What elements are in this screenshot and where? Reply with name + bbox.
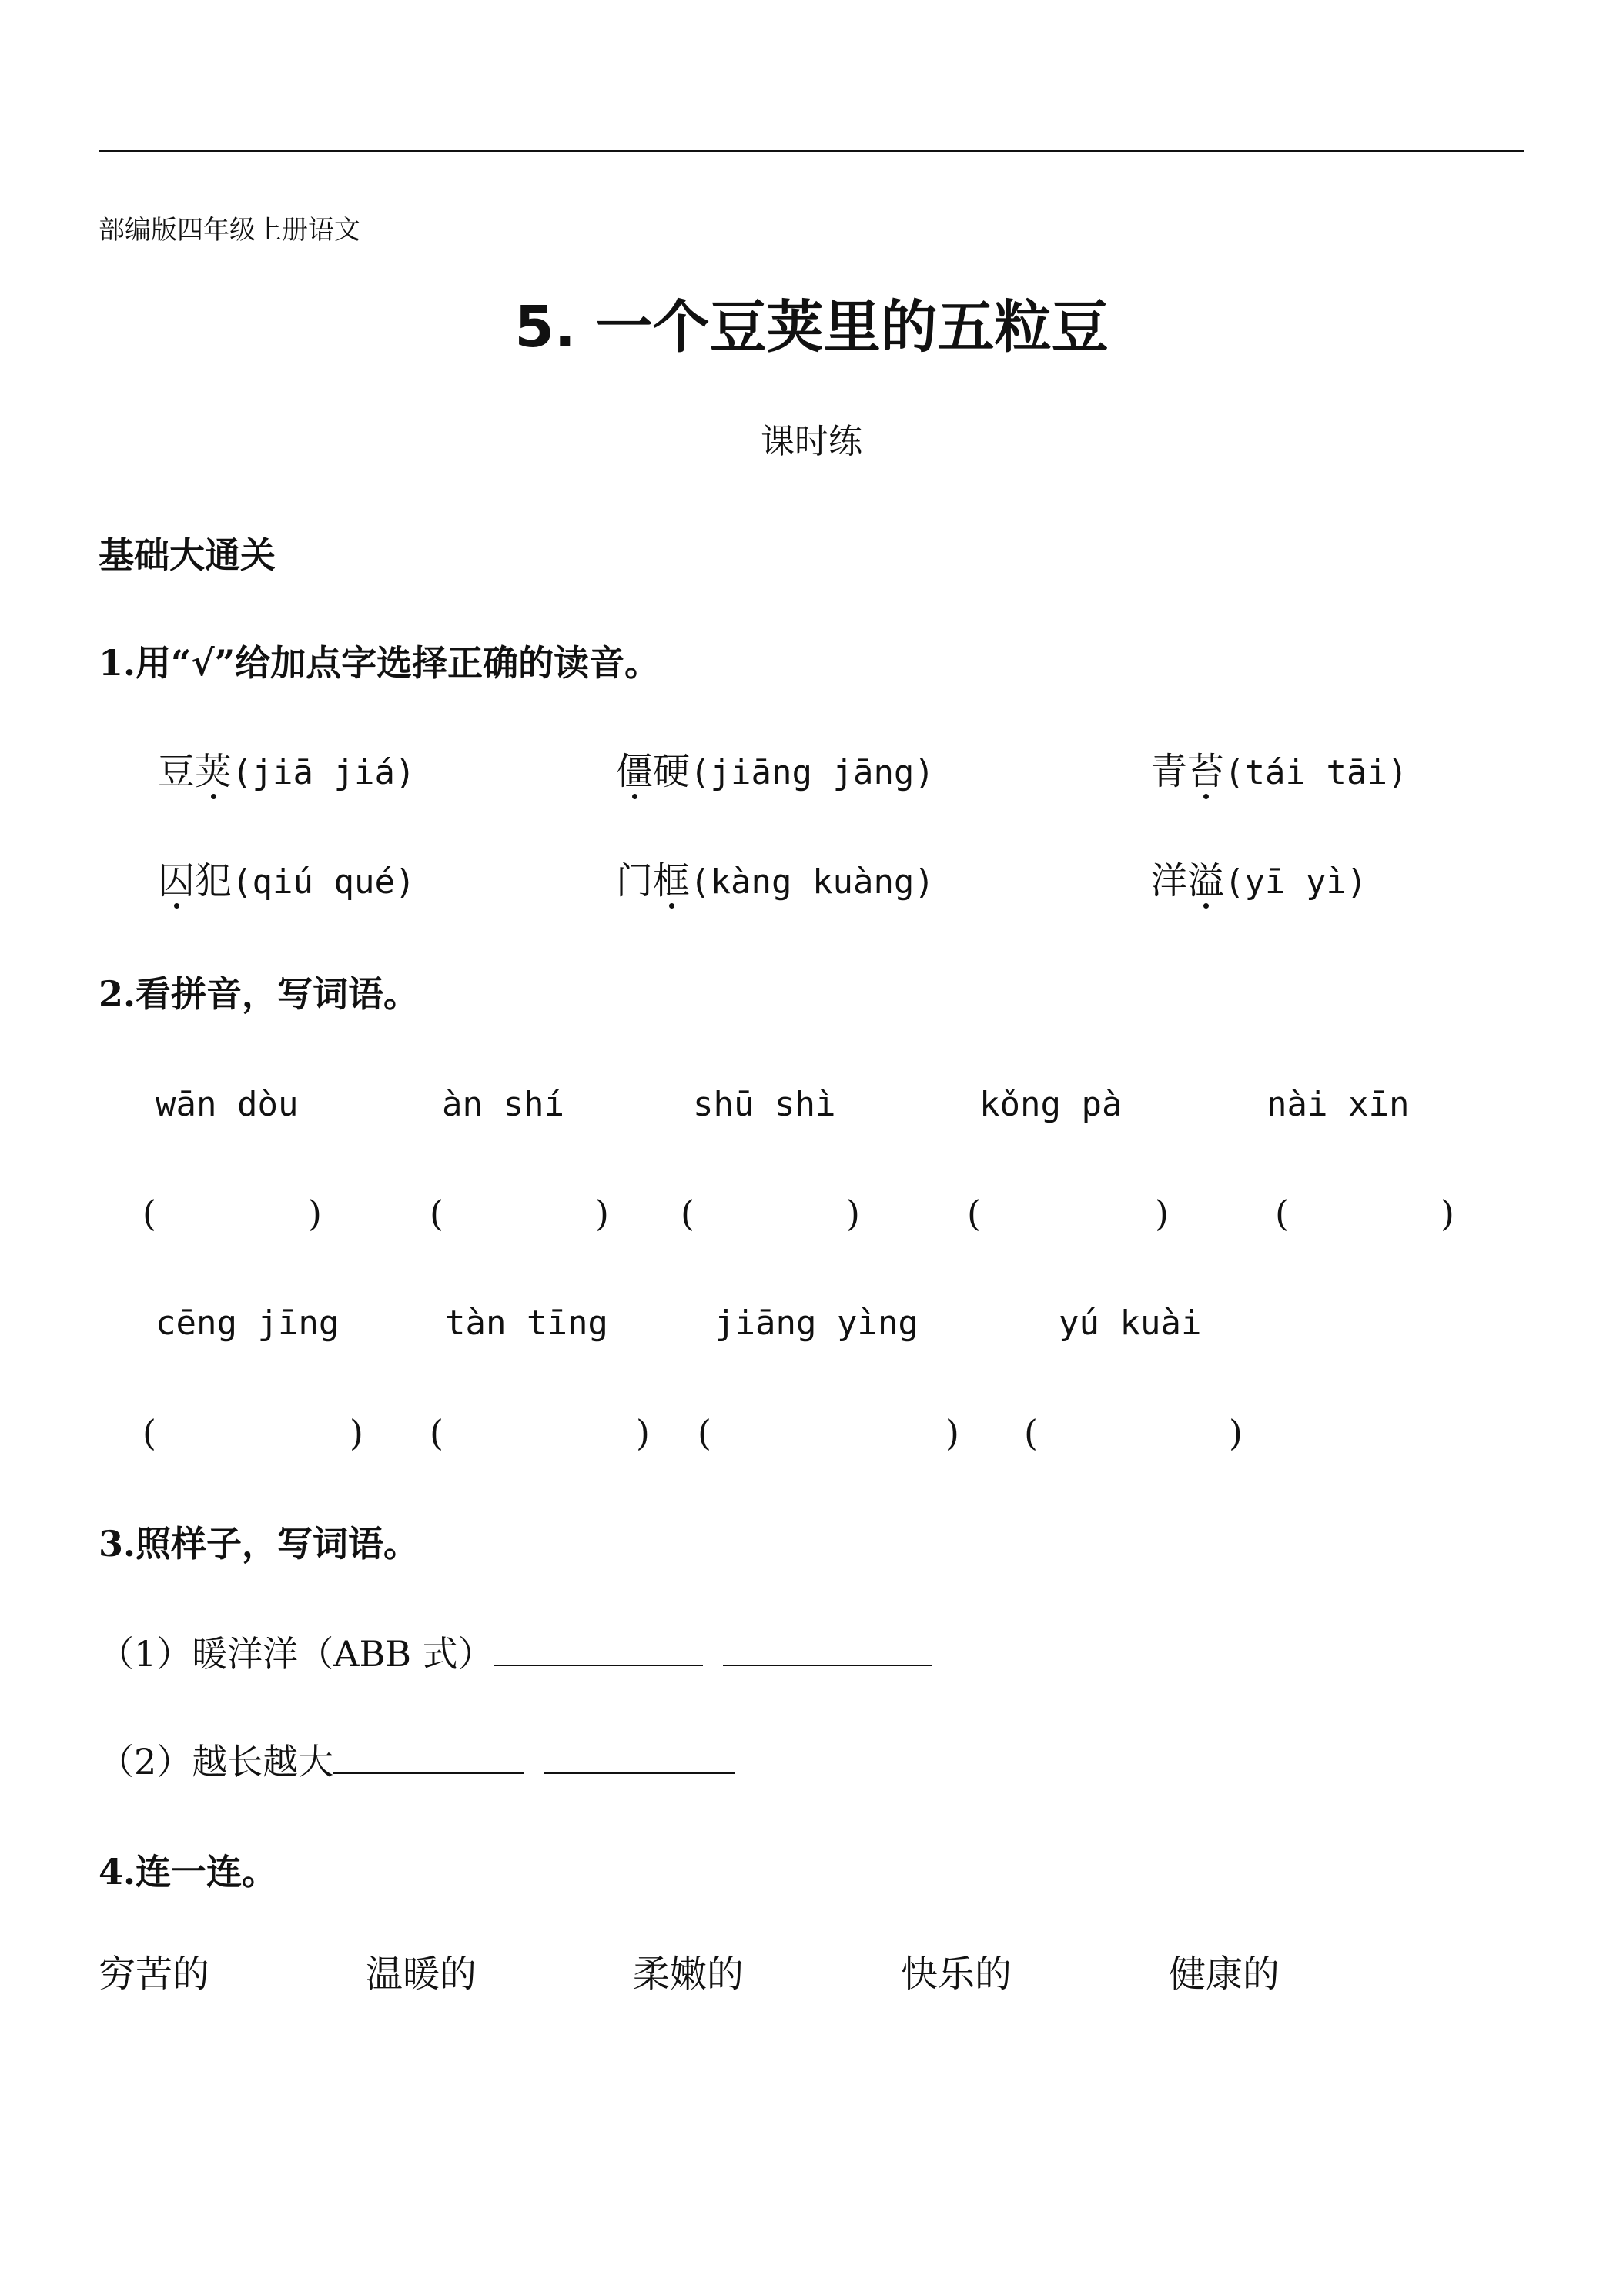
q1-item-dotted-char: 溢 <box>1187 859 1225 902</box>
q2-pinyin: kǒng pà <box>979 1085 1123 1124</box>
q4-word: 健康的 <box>1169 1953 1280 1996</box>
answer-blank <box>494 1634 703 1666</box>
q1-item-char: 青 <box>1150 750 1188 793</box>
q1-item <box>158 750 416 793</box>
q3-prompt: 3.照样子，写词语。 <box>99 1523 420 1565</box>
q1-item <box>158 859 416 902</box>
answer-paren-open: ( <box>142 1193 156 1234</box>
q1-item-dotted-char: 苔 <box>1187 750 1225 793</box>
q2-pinyin: yú kuài <box>1059 1304 1202 1343</box>
q1-item-pinyin: (yī yì) <box>1224 862 1367 902</box>
answer-paren-close: ) <box>350 1412 363 1454</box>
book-header: 部编版四年级上册语文 <box>99 215 360 246</box>
q1-item-char: 门 <box>616 859 654 902</box>
q1-item-char: 犯 <box>195 859 233 902</box>
answer-paren-open: ( <box>430 1193 443 1234</box>
answer-paren-open: ( <box>681 1193 694 1234</box>
q1-item <box>1150 859 1367 902</box>
answer-paren-close: ) <box>846 1193 860 1234</box>
q1-item-pinyin: (kàng kuàng) <box>690 862 935 902</box>
header-rule <box>99 150 1524 152</box>
answer-paren-close: ) <box>1229 1412 1243 1454</box>
q1-item-char: 豆 <box>158 750 196 793</box>
q1-item <box>616 750 935 793</box>
q1-item-dotted-char: 囚 <box>158 859 196 902</box>
q1-item-char: 洋 <box>1150 859 1188 902</box>
answer-paren-close: ) <box>945 1412 959 1454</box>
q4-word: 柔嫩的 <box>633 1953 745 1996</box>
q1-item-pinyin: (jiā jiá) <box>232 753 416 792</box>
answer-paren-open: ( <box>967 1193 981 1234</box>
q1-item-dotted-char: 僵 <box>616 750 654 793</box>
q1-item-pinyin: (jiāng jāng) <box>690 753 935 792</box>
q2-pinyin: nài xīn <box>1267 1085 1410 1124</box>
q4-word: 快乐的 <box>901 1953 1012 1996</box>
q1-item <box>1150 750 1408 793</box>
answer-blank <box>544 1742 735 1774</box>
answer-paren-close: ) <box>308 1193 322 1234</box>
q4-word: 温暖的 <box>366 1953 477 1996</box>
answer-paren-close: ) <box>636 1412 650 1454</box>
answer-paren-close: ) <box>1441 1193 1454 1234</box>
page-subtitle: 课时练 <box>761 422 862 461</box>
q2-pinyin: jiāng yìng <box>714 1304 919 1343</box>
q1-item-char: 硬 <box>653 750 691 793</box>
answer-paren-close: ) <box>595 1193 609 1234</box>
q1-item-pinyin: (qiú qué) <box>232 862 416 902</box>
q3-item <box>99 1741 735 1782</box>
q2-pinyin: wān dòu <box>156 1085 299 1124</box>
answer-paren-open: ( <box>698 1412 711 1454</box>
q3-item-label: （1）暖洋洋（ABB 式） <box>99 1633 494 1675</box>
answer-blank <box>723 1634 932 1666</box>
page-title: 5. 一个豆荚里的五粒豆 <box>514 294 1109 360</box>
q1-item <box>616 859 935 902</box>
q2-pinyin: àn shí <box>442 1085 564 1124</box>
q1-prompt: 1.用“√”给加点字选择正确的读音。 <box>99 642 661 684</box>
q2-pinyin: cēng jīng <box>156 1304 340 1343</box>
q4-prompt: 4.连一连。 <box>99 1851 278 1893</box>
q1-item-dotted-char: 框 <box>653 859 691 902</box>
answer-blank <box>333 1742 524 1774</box>
q2-prompt: 2.看拼音，写词语。 <box>99 973 420 1015</box>
answer-paren-open: ( <box>142 1412 156 1454</box>
answer-paren-close: ) <box>1155 1193 1169 1234</box>
q2-pinyin: shū shì <box>693 1085 836 1124</box>
section-heading: 基础大通关 <box>99 534 276 576</box>
q3-item <box>99 1633 932 1675</box>
answer-paren-open: ( <box>1275 1193 1289 1234</box>
answer-paren-open: ( <box>1024 1412 1038 1454</box>
q2-pinyin: tàn tīng <box>445 1304 608 1343</box>
answer-paren-open: ( <box>430 1412 443 1454</box>
q3-item-label: （2）越长越大 <box>99 1741 334 1782</box>
q1-item-pinyin: (tái tāi) <box>1224 753 1408 792</box>
q1-item-dotted-char: 荚 <box>195 750 233 793</box>
q4-word: 穷苦的 <box>99 1953 210 1996</box>
